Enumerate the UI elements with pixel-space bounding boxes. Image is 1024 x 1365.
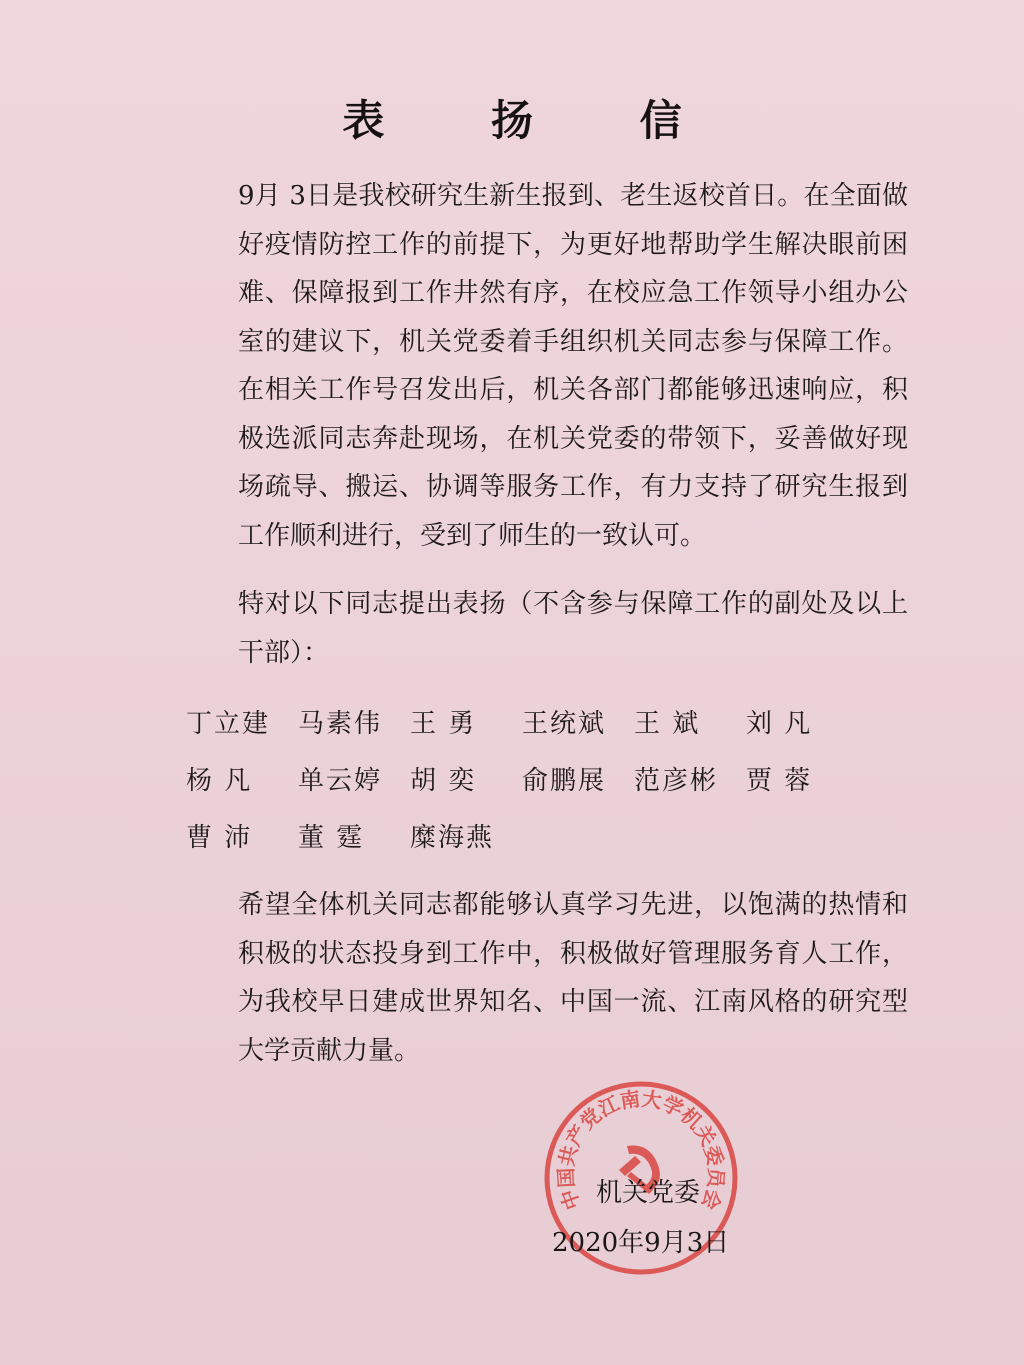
- names-row-3: [186, 807, 866, 864]
- name-item: 俞鹏展: [522, 766, 607, 796]
- name-item: 王 斌: [634, 709, 701, 739]
- document-title: 表 扬 信: [342, 96, 728, 145]
- signature-org: 机关党委: [596, 1178, 701, 1208]
- name-item: 王 勇: [410, 709, 477, 739]
- paragraph-intro: 9月 3日是我校研究生新生报到、老生返校首日。在全面做好疫情防控工作的前提下，为更好地帮助学生解决眼前困难、保障报到工作井然有序，在校应急工作领导小组办公室的建议下，机关党委着手组织机关同志参与保障工作。在相关工作号召发出后，机关各部门都能够迅速响应，积极选派同志奔赴现场，在机关党委的带领下，妥善做好现场疏导、搬运、协调等服务工作，有力支持了研究生报到工作顺利进行，受到了师生的一致认可。: [238, 181, 908, 551]
- signature-date: 2020年9月3日: [552, 1228, 730, 1258]
- name-item: 贾 蓉: [746, 766, 813, 796]
- name-item: 范彦彬: [634, 766, 719, 796]
- name-item: 刘 凡: [746, 709, 813, 739]
- paragraph-commendation: 特对以下同志提出表扬（不含参与保障工作的副处及以上干部）：: [238, 589, 908, 668]
- name-item: 马素伟: [298, 709, 383, 739]
- name-item: 糜海燕: [410, 823, 495, 853]
- name-item: 曹 沛: [186, 823, 253, 853]
- name-item: 单云婷: [298, 766, 383, 796]
- name-item: 董 霆: [298, 823, 365, 853]
- svg-text:中国共产党江南大学机关委员会: 中国共产党江南大学机关委员会: [553, 1086, 729, 1213]
- commended-names: [186, 693, 866, 864]
- name-item: 丁立建: [186, 709, 271, 739]
- names-row-1: [186, 693, 866, 750]
- paragraph-closing: 希望全体机关同志都能够认真学习先进，以饱满的热情和积极的状态投身到工作中，积极做好管理服务育人工作，为我校早日建成世界知名、中国一流、江南风格的研究型大学贡献力量。: [238, 890, 908, 1066]
- name-item: 胡 奕: [410, 766, 477, 796]
- name-item: 王统斌: [522, 709, 607, 739]
- names-row-2: [186, 750, 866, 807]
- name-item: 杨 凡: [186, 766, 253, 796]
